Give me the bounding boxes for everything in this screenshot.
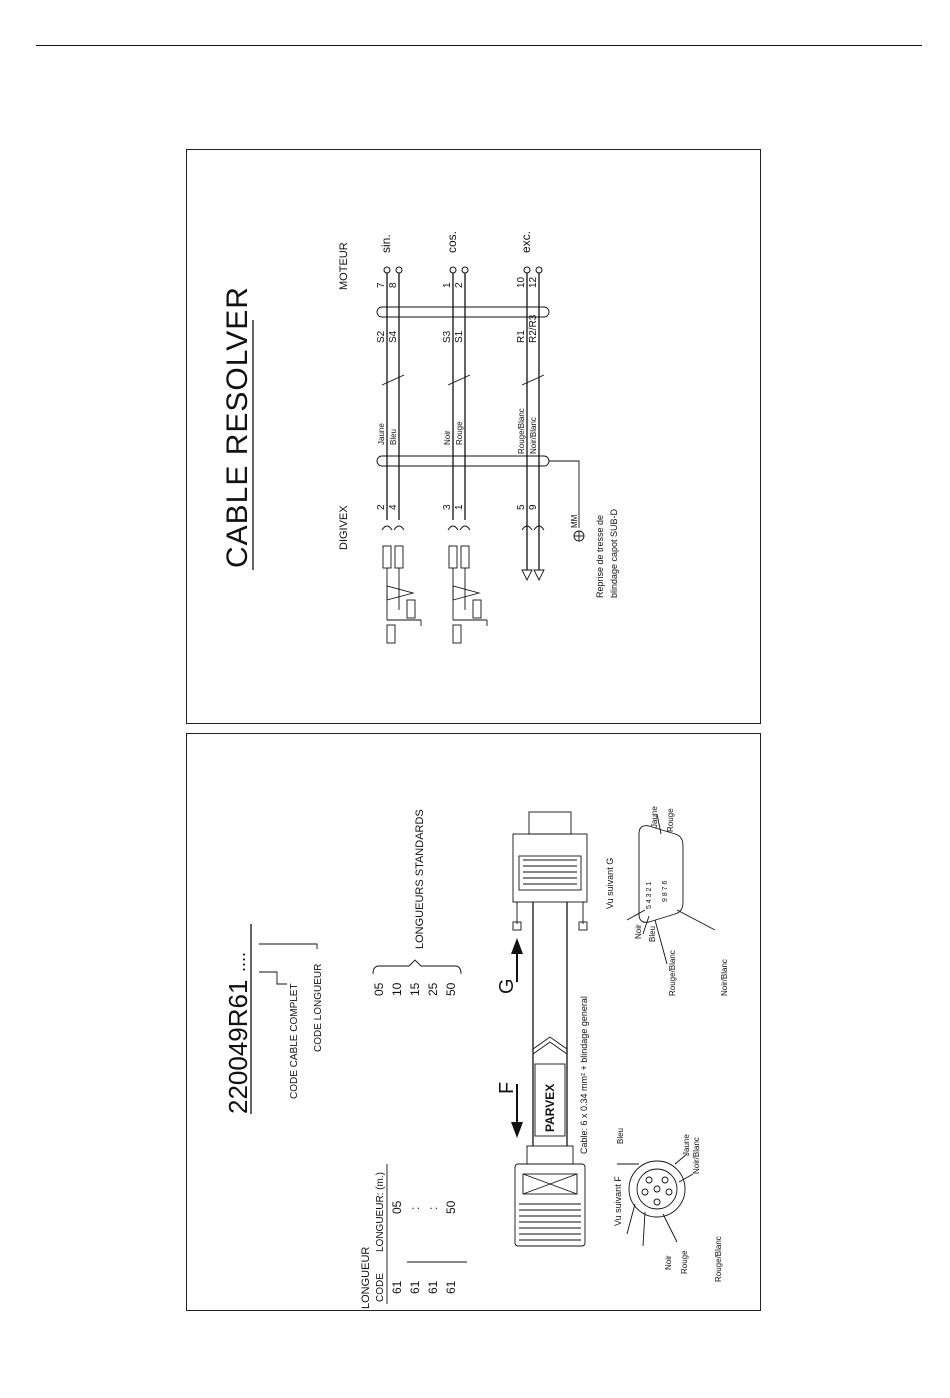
group-sin: sin. [379, 234, 393, 253]
svg-text:61: 61 [426, 1280, 440, 1294]
motor-pin-7: 7 [376, 282, 387, 288]
svg-text:61: 61 [444, 1280, 458, 1294]
leader [677, 910, 715, 930]
part-number: 220049R61 [223, 979, 253, 1114]
leader [627, 910, 645, 920]
connector-g [513, 812, 587, 930]
top-rule [36, 45, 922, 46]
motor-signal-r1: R1 [516, 330, 527, 343]
brand-label: PARVEX [543, 1083, 557, 1132]
digivex-cos-receiver [449, 546, 487, 643]
svg-text:61: 61 [408, 1280, 422, 1294]
g-pin-rouge-blanc: Rouge/Blanc [668, 950, 677, 996]
wire-2 [396, 267, 402, 520]
twist-mark-3 [522, 375, 544, 385]
connector-f-face [629, 1161, 685, 1217]
resolver-diagram [187, 150, 760, 723]
col-code: CODE [375, 1273, 386, 1302]
g-pin-numbers-2: 9 8 7 6 [662, 880, 669, 902]
wire-3 [450, 267, 456, 520]
bracket-longueur [259, 944, 317, 949]
table-row [408, 1207, 422, 1294]
std-length: 05 [372, 982, 386, 996]
g-pin-rouge: Rouge [666, 808, 675, 832]
wire-color-noir-blanc: Noir/Blanc [529, 417, 538, 454]
f-pin-rouge: Rouge [680, 1250, 689, 1274]
digivex-socket-marks [382, 526, 544, 530]
digivex-exc-driver [522, 570, 544, 580]
shield-oval-motor [377, 307, 549, 317]
std-length: 10 [390, 982, 404, 996]
f-pin-noir-blanc: Noir/Blanc [692, 1137, 701, 1174]
f-pin-noir: Noir [664, 1255, 673, 1270]
label-f: F [496, 1081, 518, 1094]
g-pin-noir-blanc: Noir/Blanc [720, 959, 729, 996]
col-longueur: LONGUEUR: (m.) [375, 1172, 386, 1252]
wire-color-bleu: Bleu [389, 428, 398, 445]
f-pin-jaune: Jaune [682, 1134, 691, 1156]
digivex-pin-5: 5 [516, 504, 527, 510]
g-pin-numbers: 5 4 3 2 1 [646, 881, 653, 909]
cable-diagram [187, 734, 760, 1310]
svg-text:05: 05 [390, 1200, 404, 1214]
bracket-complete [259, 972, 287, 984]
code-longueur: CODE LONGUEUR [313, 963, 324, 1052]
shield-oval-digivex [377, 456, 549, 466]
motor-pin-1: 1 [442, 282, 453, 288]
part-suffix: .... [229, 951, 249, 972]
digivex-pin-9: 9 [528, 504, 539, 510]
leader [663, 1214, 677, 1242]
std-length: 50 [444, 982, 458, 996]
table-row [444, 1200, 458, 1294]
svg-text:61: 61 [390, 1280, 404, 1294]
mm-label: MM [570, 514, 579, 528]
moteur-label: MOTEUR [338, 242, 350, 290]
digivex-sin-receiver [383, 546, 421, 643]
wire-color-rouge: Rouge [455, 421, 464, 445]
cable-panel [186, 733, 761, 1311]
std-lengths-brace [373, 960, 461, 974]
group-exc: exc. [519, 230, 533, 253]
f-pin-bleu: Bleu [616, 1127, 625, 1144]
motor-pin-8: 8 [388, 282, 399, 288]
shield-note-2: blindage capot SUB-D [609, 508, 619, 598]
std-length: 25 [426, 982, 440, 996]
svg-text::: : [426, 1206, 440, 1210]
label-g: G [496, 978, 518, 994]
table-title: LONGUEUR [360, 1246, 372, 1309]
ground-symbol [574, 531, 584, 541]
motor-pin-2: 2 [454, 282, 465, 288]
svg-text::: : [408, 1206, 422, 1210]
wire-4 [462, 267, 468, 520]
wire-1 [384, 267, 390, 520]
digivex-pin-2: 2 [376, 504, 387, 510]
wire-color-rouge-blanc: Rouge/Blanc [517, 408, 526, 454]
g-pin-bleu: Bleu [648, 925, 657, 942]
motor-signal-s3: S3 [442, 330, 453, 343]
digivex-pin-3: 3 [442, 504, 453, 510]
shield-note-1: Reprise de tresse de [595, 514, 605, 598]
table-row [426, 1207, 440, 1294]
cable-spec: Cable: 6 x 0.34 mm² + blindage general [579, 996, 589, 1154]
leader [627, 1204, 635, 1234]
motor-signal-s1: S1 [454, 330, 465, 343]
motor-signal-s4: S4 [388, 330, 399, 343]
svg-text:50: 50 [444, 1200, 458, 1214]
g-pin-noir: Noir [634, 924, 643, 939]
digivex-pin-1: 1 [454, 504, 465, 510]
leader [643, 1212, 645, 1246]
connector-f [515, 1146, 585, 1246]
motor-pin-12: 12 [528, 276, 539, 288]
twist-mark-2 [448, 375, 470, 385]
vu-g-label: Vu suivant G [605, 857, 615, 909]
vu-f-label: Vu suivant F [613, 1176, 623, 1226]
arrow-g [511, 938, 523, 982]
motor-signal-s2: S2 [376, 330, 387, 343]
group-cos: cos. [445, 230, 459, 253]
std-length: 15 [408, 982, 422, 996]
std-lengths-label: LONGUEURS STANDARDS [414, 809, 426, 949]
digivex-label: DIGIVEX [338, 505, 350, 550]
table-row [390, 1200, 404, 1294]
code-cable-complet: CODE CABLE COMPLET [289, 983, 300, 1099]
motor-pin-10: 10 [516, 276, 527, 288]
resolver-title: CABLE RESOLVER [221, 286, 254, 568]
resolver-panel [186, 149, 761, 724]
f-pin-rouge-blanc: Rouge/Blanc [714, 1236, 723, 1282]
wire-color-noir: Noir [443, 430, 452, 445]
digivex-pin-4: 4 [388, 504, 399, 510]
motor-signal-r2r3: R2/R3 [528, 314, 539, 343]
twist-mark-1 [382, 375, 404, 385]
wire-color-jaune: Jaune [377, 423, 386, 445]
g-pin-jaune: Jaune [650, 806, 659, 828]
